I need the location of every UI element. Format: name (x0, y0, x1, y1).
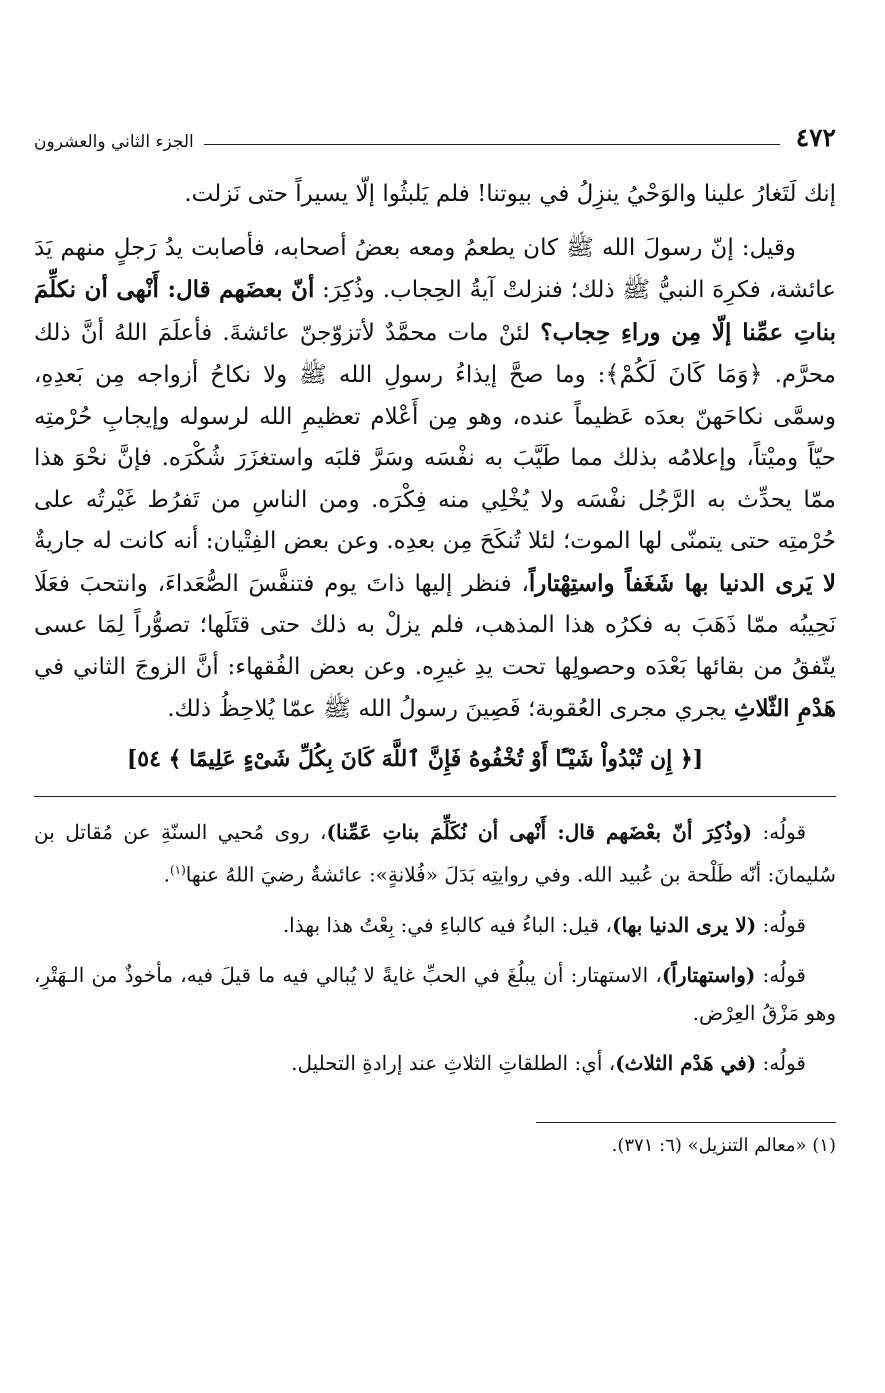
footnote: (١) «معالم التنزيل» (٦: ٣٧١). (611, 1134, 836, 1156)
paragraph-1: إنك لَتَغارُ علينا والوَحْيُ ينزِلُ في بيوتنا! فلم يَلبثُوا إلّا يسيراً حتى نَزلت. (184, 181, 836, 207)
quran-quote: ﴿وَمَا كَانَ لَكُمْ﴾ (605, 360, 763, 388)
commentary-paragraph (34, 813, 836, 894)
bold-quote: هَدْمِ الثّلاثِ (733, 695, 836, 722)
commentary-text: ، قيل: الباءُ فيه كالباءِ في: بِعْتُ هذا بهذا. (282, 912, 612, 937)
book-page (34, 118, 836, 1156)
footnote-divider (536, 1122, 836, 1123)
main-text (34, 174, 836, 780)
running-header (34, 118, 836, 152)
text-run: : وما صحَّ إيذاءُ رسولِ الله ﷺ ولا نكاحُ أزواجه مِن بَعدِهِ، وسمَّى نكاحَهنّ بعدَه عَظيماً عنده، وهو مِن أَعْلام تعظيمِ الله لرسوله وإيجابِ حُرْمتِه حيّاً وميْتاً، وإعلامُه بذلك مما طَيَّبَ به نفْسَه وسَرَّ قلبَه واستغزَرَ شُكْرَه. فإنَّ نحْوَ هذا ممّا يحدِّث به الرَّجُل نفْسَه ولا يُخْلِي منه فِكْرَه. ومن الناسِ من تَفرُط غَيْرتُه على حُرْمتِه حتى يتمنّى لها الموت؛ لئلا تُنكَحَ مِن بعدِه. وعن بعض الفِتْيان: أنه كانت له جاريةٌ (34, 362, 836, 554)
commentary-text: ، روى مُحيي السنّةِ عن مُقاتل بن سُليمانَ: أنّه طَلْحة بن عُبيد الله. وفي روايتِه بَدَلَ «فُلانةٍ»: عائشةُ رضيَ اللهُ عنها (34, 820, 836, 887)
quran-verse: [﴿ إِن تُبْدُواْ شَيْـًٔا أَوْ تُخْفُوهُ فَإِنَّ ٱللَّهَ كَانَ بِكُلِّ شَىْءٍ عَلِيمًا ﴾ ٥٤] (126, 745, 704, 772)
commentary-quote: (وذُكِرَ أنّ بعْضَهم قال: أَنْهى أن نُكَلِّمَ بناتِ عَمِّنا) (326, 820, 753, 844)
text-run: ، فنظر إليها ذاتَ يوم فتنفَّسَ الصُّعَداءَ، وانتحبَ فعَلَا نَحِيبُه ممّا ذَهَبَ به فكرُه هذا المذهب، فلم يزلْ به ذلك حتى قتَلَها؛ تصوُّراً لِمَا عسى يتّفقُ من بقائها بَعْدَه وحصولِها تحت يدِ غيرِه. وعن بعض الفُقهاء: أنَّ الزوجَ الثاني في (34, 570, 836, 680)
bold-quote: لا يَرى الدنيا بها شَغَفاً واستِهْتاراً (528, 569, 836, 597)
commentary-quote: (واستهتاراً) (661, 962, 756, 987)
commentary-text: ، أي: الطلقاتِ الثلاثِ عند إرادةِ التحليل. (291, 1050, 616, 1075)
text-run: لئنْ مات محمَّدٌ لأتزوّجنّ عائشةَ. فأعلَمَ اللهُ أنَّ ذلك محرَّم. (34, 319, 836, 388)
commentary-quote: (في هَدْم الثلاث) (615, 1050, 757, 1075)
commentary-tail: . (163, 862, 170, 887)
commentary-lead: قولُه: (756, 1050, 806, 1075)
text-run: يجري مجرى العُقوبة؛ فَصِينَ رسولُ الله ﷺ عمّا يُلاحِظُ ذلك. (167, 696, 734, 722)
commentary-text: ، الاستهتار: أن يبلُغَ في الحبِّ غايةً لا يُبالي فيه ما قيلَ فيه، مأخوذٌ من الـهَتْرِ، وهو مَزْقُ العِرْض. (34, 962, 836, 1025)
running-title: الجزء الثاني والعشرون (34, 132, 194, 152)
header-rule (204, 144, 780, 145)
text-run: وقيل: إنّ رسولَ الله ﷺ كان يطعمُ ومعه بعضُ أصحابه، فأصابت يدُ رَجلٍ منهم يَدَ عائشة، فكرِهَ النبيُّ ﷺ ذلك؛ فنزلتْ آيةُ الحِجاب. وذُكِرَ: (34, 234, 836, 303)
commentary-divider (34, 796, 836, 797)
commentary-quote: (لا يرى الدنيا بها) (611, 912, 757, 937)
commentary-lead: قولُه: (755, 962, 806, 987)
commentary-lead: قولُه: (756, 912, 806, 937)
commentary-section (34, 813, 836, 1082)
commentary-paragraph (34, 956, 836, 1032)
commentary-paragraph (34, 906, 836, 944)
page-number: ٤٧٢ (795, 123, 836, 152)
commentary-lead: قولُه: (752, 820, 807, 844)
bold-quote: أنّ بعضَهم قال: أَنْهى أن نكلِّمَ بناتِ عمِّنا إلّا مِن وراءِ حِجاب؟ (34, 276, 836, 346)
paragraph-2 (34, 228, 836, 731)
commentary-paragraph (34, 1044, 836, 1082)
footnote-marker: (١) (169, 863, 186, 877)
